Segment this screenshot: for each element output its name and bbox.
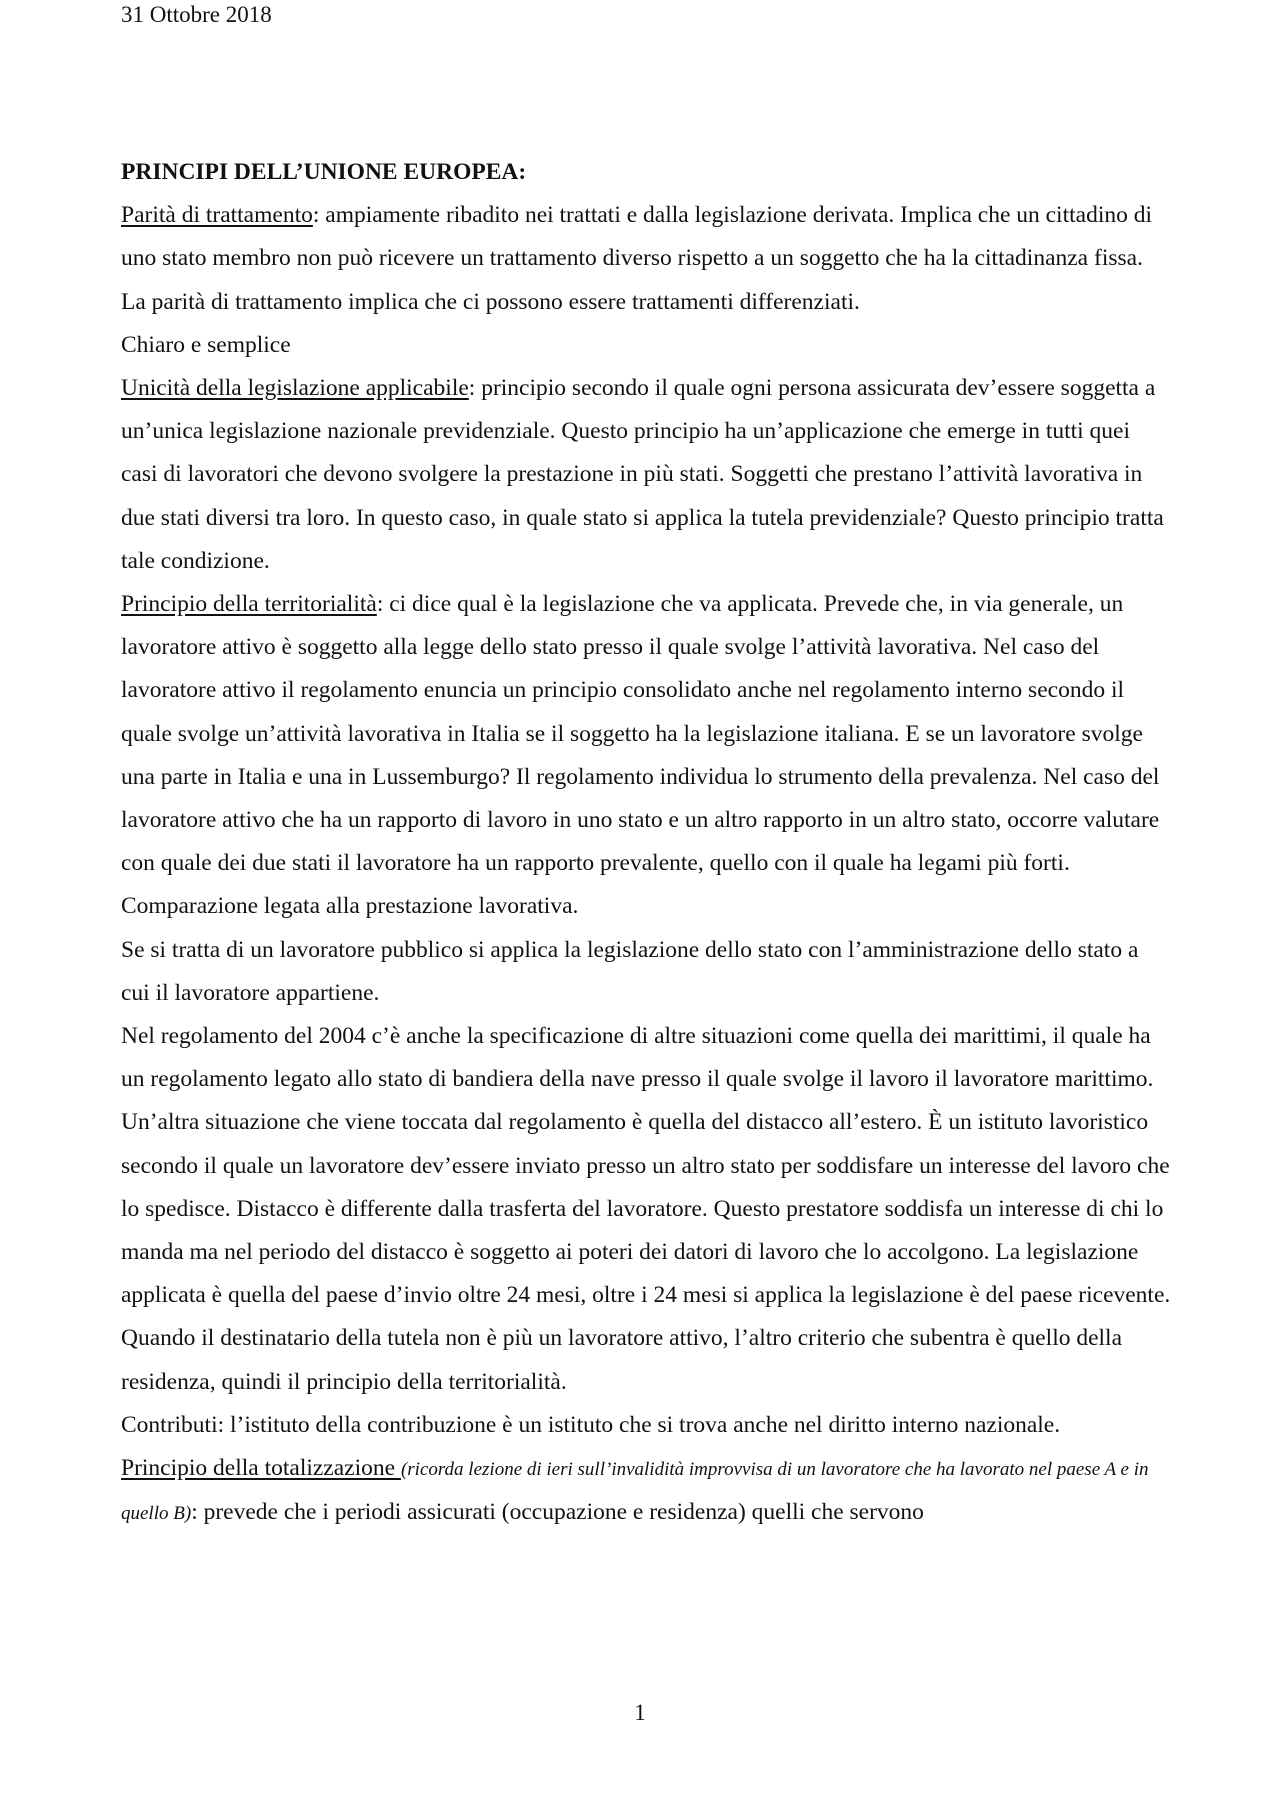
page-number: 1 — [634, 1700, 646, 1725]
paragraph-unicita — [121, 367, 1171, 583]
paragraph-text: : ci dice qual è la legislazione che va applicata. Prevede che, in via generale, un lavoratore attivo è soggetto alla legge dello stato presso il quale svolge l’attività lavorativa. Nel caso del lavoratore attivo il regolamento enuncia un principio consolidato anche nel regolamento interno secondo il quale svolge un’attività lavorativa in Italia se il soggetto ha la legislazione italiana. E se un lavoratore svolge una parte in Italia e una in Lussemburgo? Il regolamento individua lo strumento della prevalenza. Nel caso del lavoratore attivo che ha un rapporto di lavoro in uno stato e un altro rapporto in un altro stato, occorre valutare con quale dei due stati il lavoratore ha un rapporto prevalente, quello con il quale ha legami più forti. — [121, 591, 1160, 877]
document-body — [121, 151, 1171, 1536]
paragraph-chiaro: Chiaro e semplice — [121, 331, 291, 358]
term-parita-di-trattamento: Parità di trattamento — [121, 202, 313, 229]
paragraph-marittimi: Nel regolamento del 2004 c’è anche la specificazione di altre situazioni come quella dei marittimi, il quale ha un regolamento legato allo stato di bandiera della nave presso il quale svolge il lavoro il lavoratore marittimo. — [121, 1023, 1154, 1093]
paragraph-territorialita — [121, 583, 1171, 885]
paragraph-contributi: Contributi: l’istituto della contribuzione è un istituto che si trova anche nel diritto interno nazionale. — [121, 1411, 1061, 1438]
paragraph-distacco: Un’altra situazione che viene toccata dal regolamento è quella del distacco all’estero. È un istituto lavoristico secondo il quale un lavoratore dev’essere inviato presso un altro stato per soddisfare un interesse del lavoro che lo spedisce. Distacco è differente dalla trasferta del lavoratore. Questo prestatore soddisfa un interesse di chi lo manda ma nel periodo del distacco è soggetto ai poteri dei datori di lavoro che lo accolgono. La legislazione applicata è quella del paese d’invio oltre 24 mesi, oltre i 24 mesi si applica la legislazione è del paese ricevente. — [121, 1109, 1171, 1309]
italic-note: (ricorda lezione di ieri sull’invalidità improvvisa di un lavoratore che ha lavorato nel paese A e in quello B) — [121, 1459, 1149, 1525]
term-principio-territorialita: Principio della territorialità — [121, 591, 377, 618]
paragraph-text: : ampiamente ribadito nei trattati e dalla legislazione derivata. Implica che un cittadino di uno stato membro non può ricevere un trattamento diverso rispetto a un soggetto che ha la cittadinanza fissa. La parità di trattamento implica che ci possono essere trattamenti differenziati. — [121, 202, 1153, 315]
paragraph-lavoratore-pubblico: Se si tratta di un lavoratore pubblico si applica la legislazione dello stato con l’amministrazione dello stato a cui il lavoratore appartiene. — [121, 936, 1139, 1006]
paragraph-text: : prevede che i periodi assicurati (occupazione e residenza) quelli che servono — [191, 1499, 924, 1526]
header-date: 31 Ottobre 2018 — [121, 2, 272, 27]
document-title: PRINCIPI DELL’UNIONE EUROPEA: — [121, 159, 527, 185]
paragraph-parita — [121, 194, 1171, 324]
paragraph-residenza: Quando il destinatario della tutela non è più un lavoratore attivo, l’altro criterio che subentra è quello della residenza, quindi il principio della territorialità. — [121, 1325, 1123, 1395]
paragraph-comparazione: Comparazione legata alla prestazione lavorativa. — [121, 893, 579, 920]
paragraph-totalizzazione — [121, 1447, 1171, 1535]
term-unicita-legislazione: Unicità della legislazione applicabile — [121, 375, 469, 402]
paragraph-text: : principio secondo il quale ogni persona assicurata dev’essere soggetta a un’unica legislazione nazionale previdenziale. Questo principio ha un’applicazione che emerge in tutti quei casi di lavoratori che devono svolgere la prestazione in più stati. Soggetti che prestano l’attività lavorativa in due stati diversi tra loro. In questo caso, in quale stato si applica la tutela previdenziale? Questo principio tratta tale condizione. — [121, 375, 1164, 574]
term-principio-totalizzazione: Principio della totalizzazione — [121, 1455, 401, 1482]
